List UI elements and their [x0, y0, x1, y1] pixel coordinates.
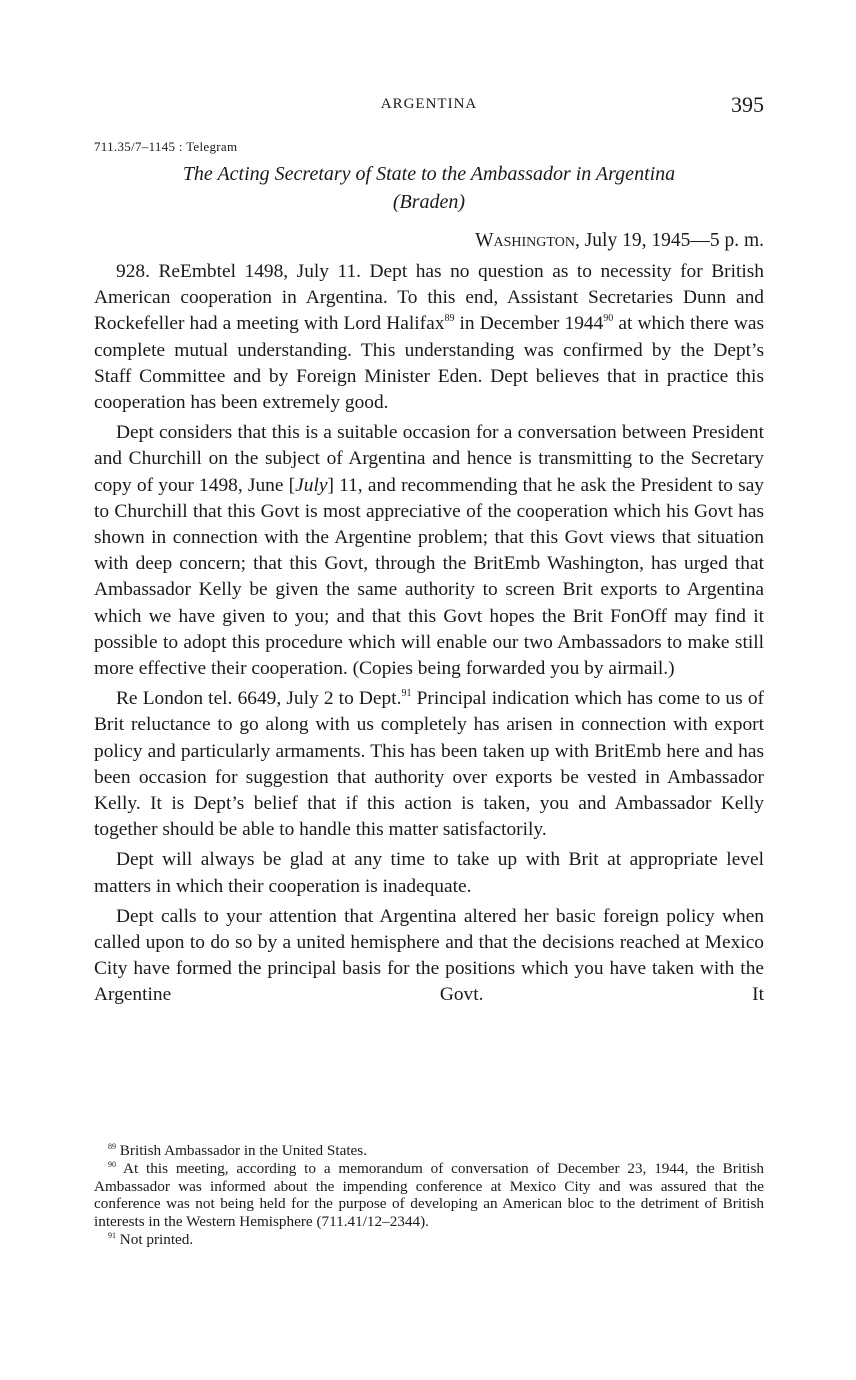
- file-reference: 711.35/7–1145 : Telegram: [94, 139, 238, 154]
- title-line-1: The Acting Secretary of State to the Ambassador in Argentina: [182, 163, 676, 185]
- footnote-91-mark: 91: [108, 1230, 116, 1240]
- paragraph-4: Dept will always be glad at any time to take up with Brit at appropriate level matters in which their cooperation is inadequate.: [94, 849, 764, 897]
- footnote-91-text: Not printed.: [116, 1230, 194, 1248]
- footnote-ref-91: 91: [401, 688, 412, 700]
- paragraph-1: [94, 259, 764, 416]
- paragraph-3-text-b: Principal indication which has come to us of Brit reluctance to go along with us completely has arisen in connection with export policy and particularly armaments. This has been taken up with BritEmb here and has been occasion for suggestion that authority over exports be vested in Ambassador Kelly. It is Dept’s belief that if this action is taken, you and Ambassador Kelly together should be able to handle this matter satisfactorily.: [94, 688, 764, 841]
- document-title: [94, 160, 764, 216]
- footnote-90: [94, 1160, 764, 1231]
- telegram-body: [94, 259, 764, 1013]
- dateline-place: Washington: [475, 230, 575, 251]
- paragraph-1-text-c: at which there was complete mutual understanding. This understanding was confirmed by the Dept’s Staff Committee and by Foreign Minister Eden. Dept believes that in practice this cooperation has been extremely good.: [94, 313, 764, 414]
- footnote-91: [94, 1231, 764, 1249]
- footnote-89-text: British Ambassador in the United States.: [116, 1142, 367, 1159]
- footnote-89: [94, 1142, 764, 1160]
- paragraph-1-text-b: in December 1944: [454, 313, 604, 335]
- dateline: [475, 230, 764, 252]
- footnote-ref-89: 89: [444, 313, 455, 325]
- page-number: 395: [731, 92, 764, 117]
- footnote-90-text: At this meeting, according to a memorandum of conversation of December 23, 1944, the British Ambassador was informed about the impending conference at Mexico City and was assured that the conference was not being held for the purpose of developing an American bloc to the detriment of British interests in the Western Hemisphere (711.41/12–2344).: [94, 1159, 764, 1231]
- title-line-2: (Braden): [392, 191, 466, 213]
- paragraph-2-text-a: Dept considers that this is a suitable occasion for a conversation between President and Churchill on the subject of Argentina and hence is transmitting to the Secretary copy of your 1498, June [: [94, 422, 764, 496]
- paragraph-3: [94, 686, 764, 843]
- paragraph-1-text-a: 928. ReEmbtel 1498, July 11. Dept has no question as to necessity for British American cooperation in Argentina. To this end, Assistant Secretaries Dunn and Rockefeller had a meeting with Lord Halifax: [94, 261, 764, 335]
- paragraph-2: [94, 420, 764, 682]
- paragraph-2-italic: July: [295, 474, 328, 496]
- footnote-90-mark: 90: [108, 1159, 116, 1169]
- paragraph-5: Dept calls to your attention that Argentina altered her basic foreign policy when called upon to do so by a united hemisphere and that the decisions reached at Mexico City have formed the principal basis for the positions which you have taken with the Argentine Govt. It: [94, 905, 764, 1006]
- running-head: ARGENTINA: [380, 96, 478, 112]
- paragraph-2-text-b: ] 11, and recommending that he ask the President to say to Churchill that this Govt is most appreciative of the cooperation which his Govt has shown in connection with the Argentine problem; that this Govt views that situation with deep concern; that this Govt, through the BritEmb Washington, has urged that Ambassador Kelly be given the same authority to screen Brit exports to Argentina which we have given to you; and that this Govt hopes the Brit FonOff may find it possible to adopt this procedure which will enable our two Ambassadors to make still more effective their cooperation. (Copies being forwarded you by airmail.): [94, 474, 764, 680]
- footnote-89-mark: 89: [108, 1142, 116, 1151]
- dateline-date: , July 19, 1945—5 p. m.: [574, 230, 764, 251]
- footnote-ref-90: 90: [603, 313, 614, 325]
- footnotes: [94, 1142, 764, 1249]
- page-header: [94, 92, 764, 122]
- paragraph-3-text-a: Re London tel. 6649, July 2 to Dept.: [116, 688, 402, 710]
